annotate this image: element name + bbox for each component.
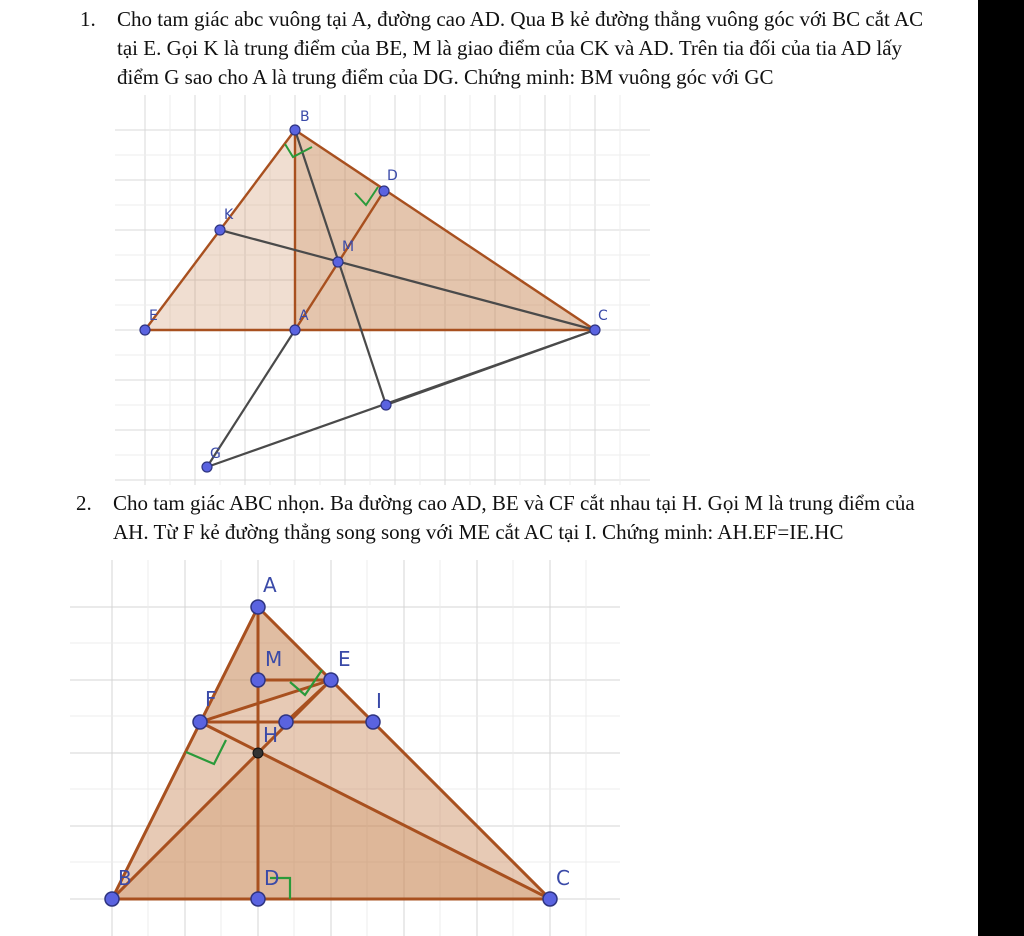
point-g [202, 462, 212, 472]
label-m-2: M [265, 647, 283, 671]
label-e-2: E [338, 647, 351, 671]
label-d: D [387, 168, 398, 184]
point-f-2 [193, 715, 207, 729]
problem-1-line-3: điểm G sao cho A là trung điểm của DG. Chứng minh: BM vuông góc với GC [117, 65, 774, 89]
point-b [290, 125, 300, 135]
point-a [290, 325, 300, 335]
point-d-2 [251, 892, 265, 906]
label-k: K [224, 207, 234, 223]
point-h-2 [253, 748, 263, 758]
label-a: A [299, 308, 309, 324]
label-m: M [342, 239, 355, 255]
problem-1-line-2: tại E. Gọi K là trung điểm của BE, M là giao điểm của CK và AD. Trên tia đối của tia AD lấy [117, 36, 903, 60]
problem-2-line-2: AH. Từ F kẻ đường thẳng song song với ME cắt AC tại I. Chứng minh: AH.EF=IE.HC [113, 520, 844, 544]
point-k [215, 225, 225, 235]
label-a-2: A [263, 573, 277, 597]
figure-2-geometry [70, 560, 620, 936]
point-d [379, 186, 389, 196]
label-b: B [300, 109, 310, 125]
problem-1-number: 1. [80, 7, 96, 31]
point-n-2 [279, 715, 293, 729]
point-b-2 [105, 892, 119, 906]
label-i-2: I [376, 689, 382, 713]
label-c-2: C [556, 866, 570, 890]
label-c: C [598, 308, 608, 324]
problem-1 [80, 5, 975, 92]
label-e: E [149, 308, 158, 324]
point-m-2 [251, 673, 265, 687]
problem-2-line-1: Cho tam giác ABC nhọn. Ba đường cao AD, BE và CF cắt nhau tại H. Gọi M là trung điểm của [113, 491, 915, 515]
figure-1-geometry [115, 95, 650, 485]
problem-2 [76, 489, 971, 547]
point-a-2 [251, 600, 265, 614]
label-g: G [210, 446, 221, 462]
point-c [590, 325, 600, 335]
point-c-2 [543, 892, 557, 906]
label-b-2: B [118, 866, 132, 890]
point-m [333, 257, 343, 267]
problem-1-line-1: Cho tam giác abc vuông tại A, đường cao AD. Qua B kẻ đường thẳng vuông góc với BC cắt AC [117, 7, 924, 31]
label-f-2: F [205, 687, 217, 711]
label-h-2: H [263, 723, 279, 747]
point-i-2 [366, 715, 380, 729]
label-d-2: D [264, 866, 280, 890]
point-e-2 [324, 673, 338, 687]
point-n [381, 400, 391, 410]
point-e [140, 325, 150, 335]
problem-2-number: 2. [76, 491, 92, 515]
